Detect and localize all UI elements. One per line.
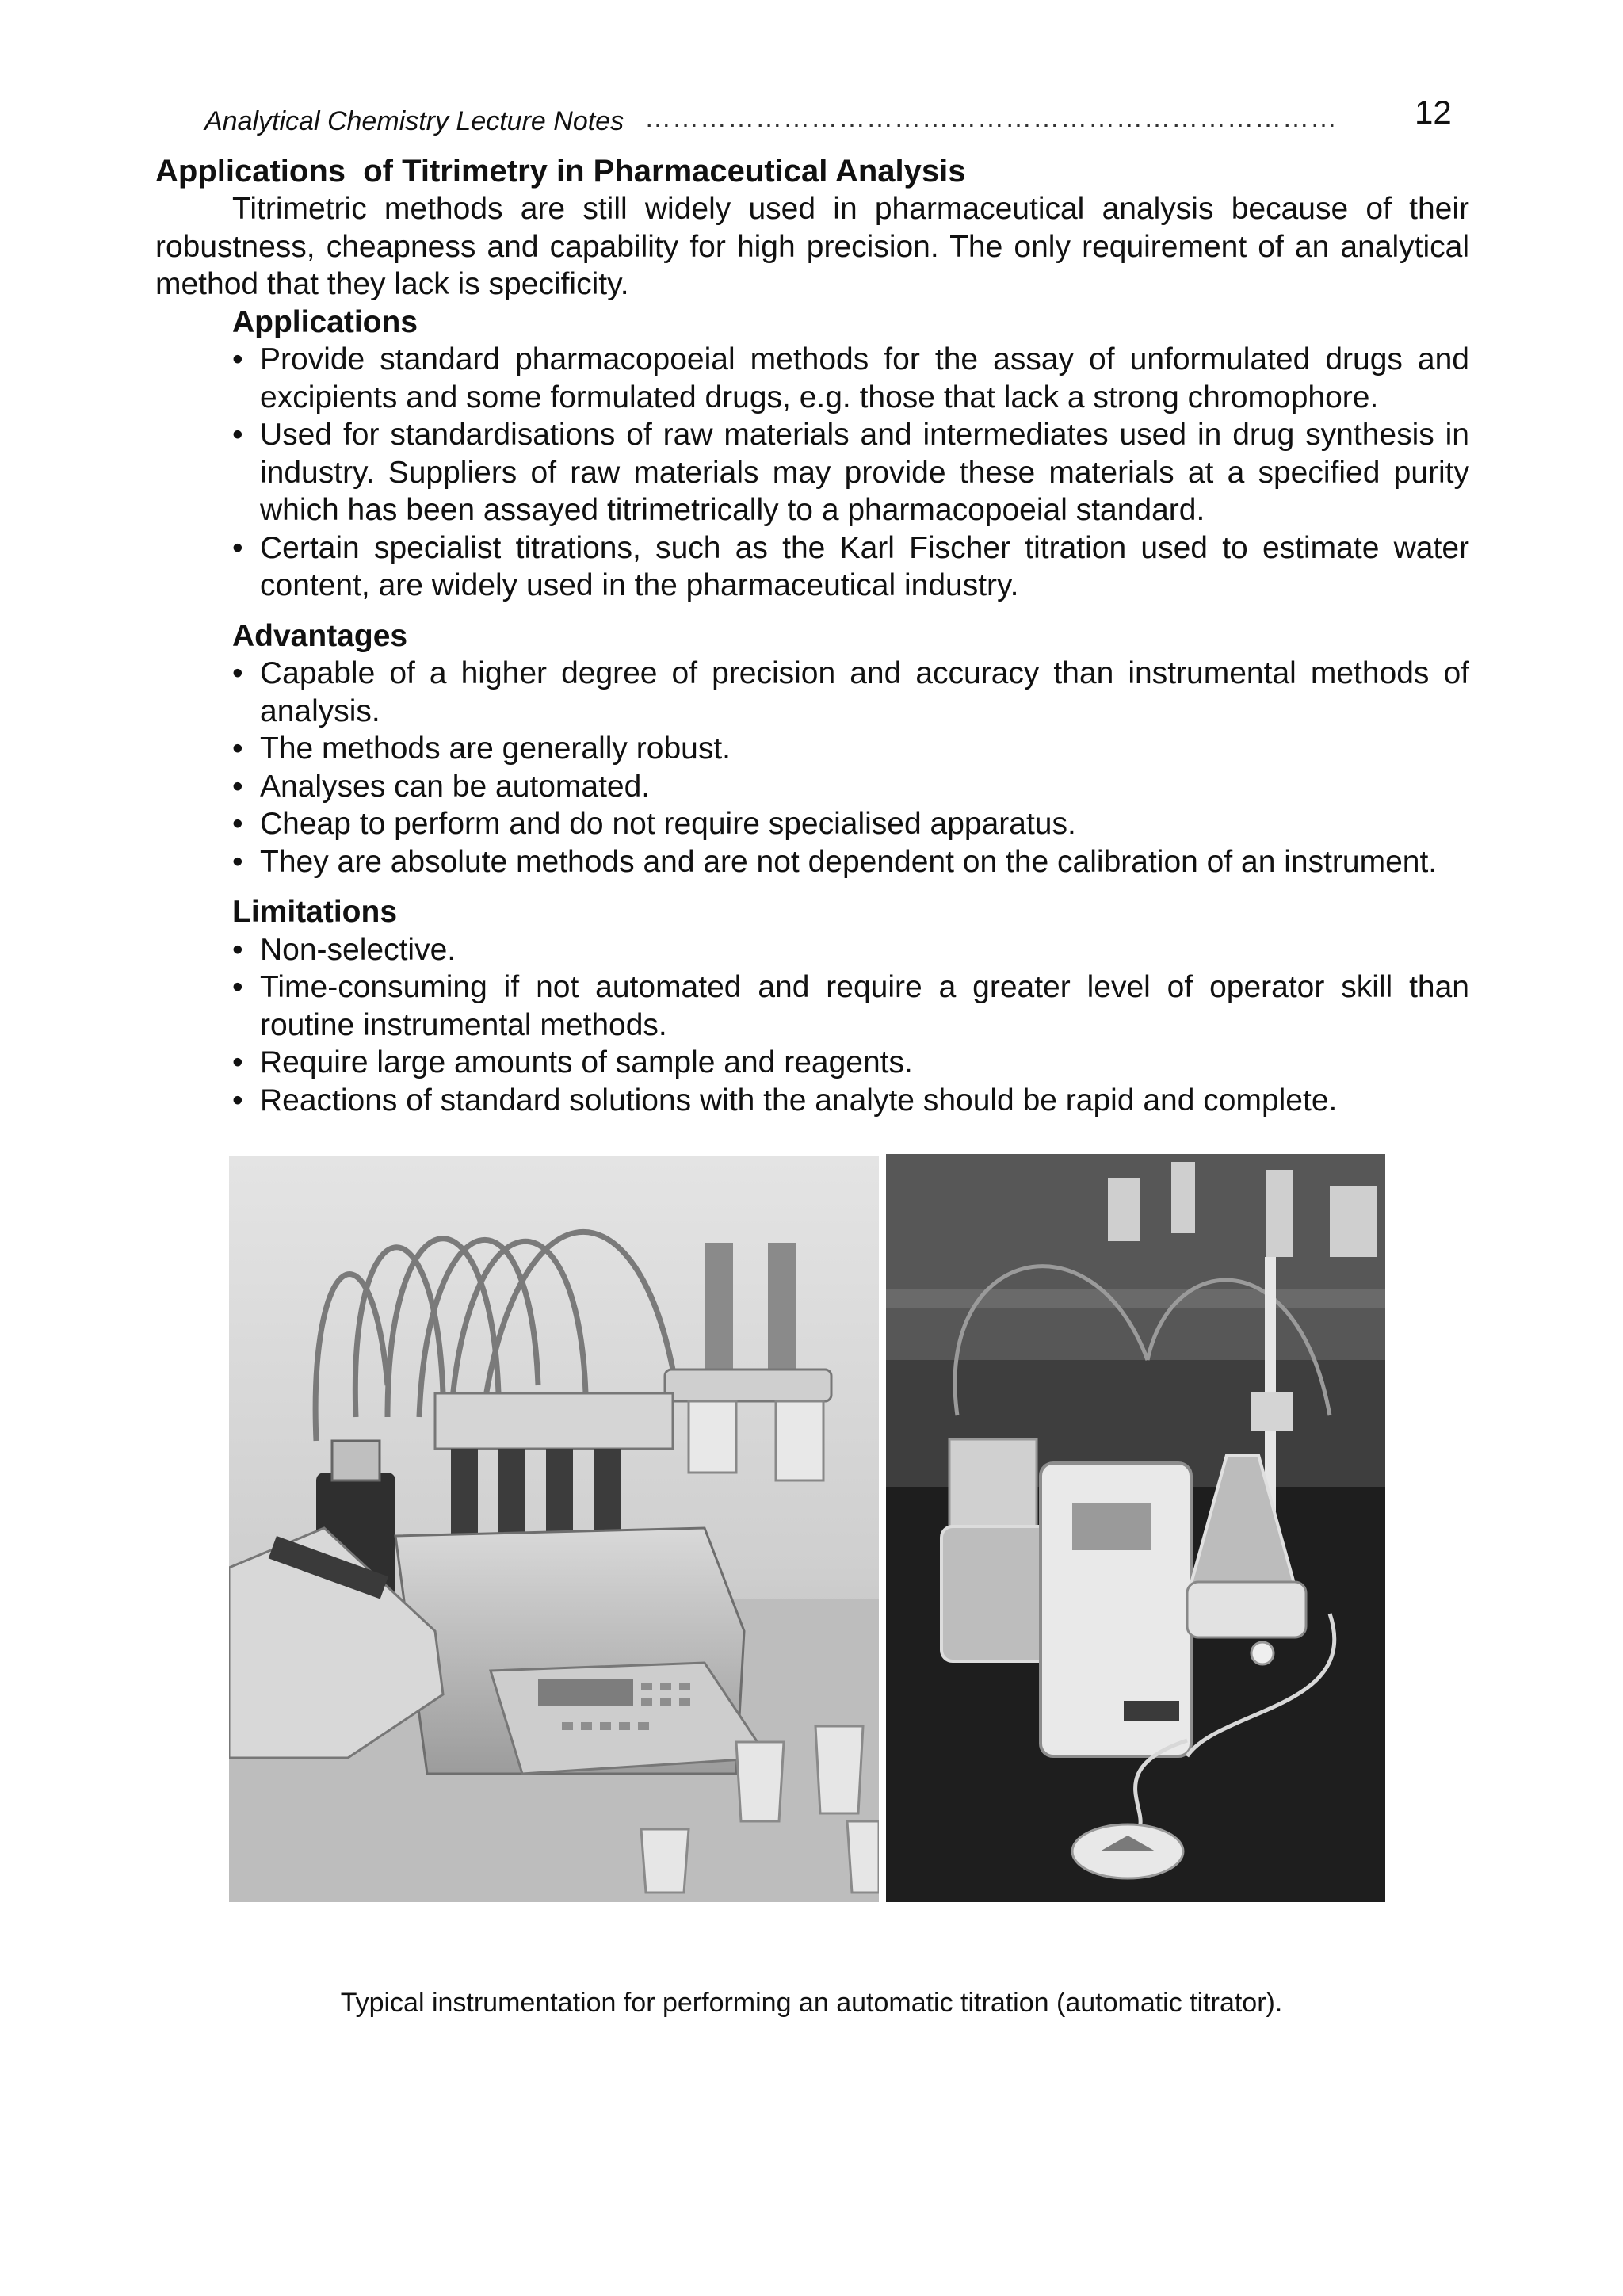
bullet-icon: • — [232, 807, 243, 841]
list-item — [232, 416, 1469, 529]
advantages-heading: Advantages — [232, 618, 408, 653]
list-item-text: Non-selective. — [260, 932, 456, 967]
list-item-text: Require large amounts of sample and reagents. — [260, 1045, 913, 1079]
advantages-list — [232, 655, 1469, 881]
list-item — [232, 529, 1469, 605]
list-item-text: Cheap to perform and do not require specialised apparatus. — [260, 807, 1076, 841]
karl-fischer-illustration — [886, 1154, 1385, 1902]
header-leader-dots: ………………………………………………………………… — [644, 103, 1338, 133]
bullet-icon: • — [232, 530, 243, 565]
page-number: 12 — [1415, 94, 1452, 131]
limitations-list — [232, 931, 1469, 1120]
list-item-text: Certain specialist titrations, such as the Karl Fischer titration used to estimate water content, are widely used in the pharmaceutical industry. — [260, 530, 1469, 602]
bullet-icon: • — [232, 970, 243, 1004]
applications-heading: Applications — [232, 304, 418, 339]
figure-caption: Typical instrumentation for performing an automatic titration (automatic titrator). — [340, 1988, 1283, 2018]
list-item — [232, 341, 1469, 416]
list-item-text: They are absolute methods and are not dependent on the calibration of an instrument. — [260, 844, 1438, 879]
running-title: Analytical Chemistry Lecture Notes — [204, 106, 624, 136]
bullet-icon: • — [232, 1045, 243, 1079]
list-item — [232, 805, 1469, 843]
autotitrator-photo-left — [229, 1156, 879, 1902]
list-item — [232, 843, 1469, 881]
bullet-icon: • — [232, 932, 243, 967]
bullet-icon: • — [232, 732, 243, 766]
list-item — [232, 768, 1469, 806]
list-item-text: Provide standard pharmacopoeial methods for the assay of unformulated drugs and excipients and some formulated drugs, e.g. those that lack a strong chromophore. — [260, 342, 1469, 415]
list-item — [232, 968, 1469, 1044]
bullet-icon: • — [232, 1083, 243, 1117]
main-content — [155, 152, 1469, 1119]
limitations-heading: Limitations — [232, 895, 398, 929]
bullet-icon: • — [232, 418, 243, 452]
list-item — [232, 1044, 1469, 1082]
list-item-text: Time-consuming if not automated and require a greater level of operator skill than routine instrumental methods. — [260, 970, 1469, 1042]
intro-paragraph: Titrimetric methods are still widely used in pharmaceutical analysis because of their robustness, cheapness and capability for high precision. The only requirement of an analytical method that they lack is specificity. — [155, 192, 1469, 301]
bullet-icon: • — [232, 844, 243, 879]
running-header — [204, 103, 1441, 151]
applications-section — [232, 304, 1469, 1120]
list-item — [232, 1082, 1469, 1120]
autotitrator-illustration — [229, 1156, 879, 1902]
list-item-text: Analyses can be automated. — [260, 769, 651, 804]
bullet-icon: • — [232, 769, 243, 804]
section-title: Applications of Titrimetry in Pharmaceutical Analysis — [155, 154, 966, 189]
bullet-icon: • — [232, 342, 243, 376]
list-item-text: Capable of a higher degree of precision and accuracy than instrumental methods of analysis. — [260, 656, 1469, 728]
karl-fischer-photo-right — [886, 1154, 1385, 1902]
list-item-text: Reactions of standard solutions with the analyte should be rapid and complete. — [260, 1083, 1338, 1117]
list-item-text: The methods are generally robust. — [260, 732, 731, 766]
list-item — [232, 730, 1469, 768]
applications-list — [232, 341, 1469, 605]
list-item — [232, 655, 1469, 730]
list-item-text: Used for standardisations of raw materials and intermediates used in drug synthesis in industry. Suppliers of raw materials may provide these materials at a specified purity which has been assayed titrimetrically to a pharmacopoeial standard. — [260, 418, 1469, 527]
list-item — [232, 931, 1469, 969]
bullet-icon: • — [232, 656, 243, 690]
